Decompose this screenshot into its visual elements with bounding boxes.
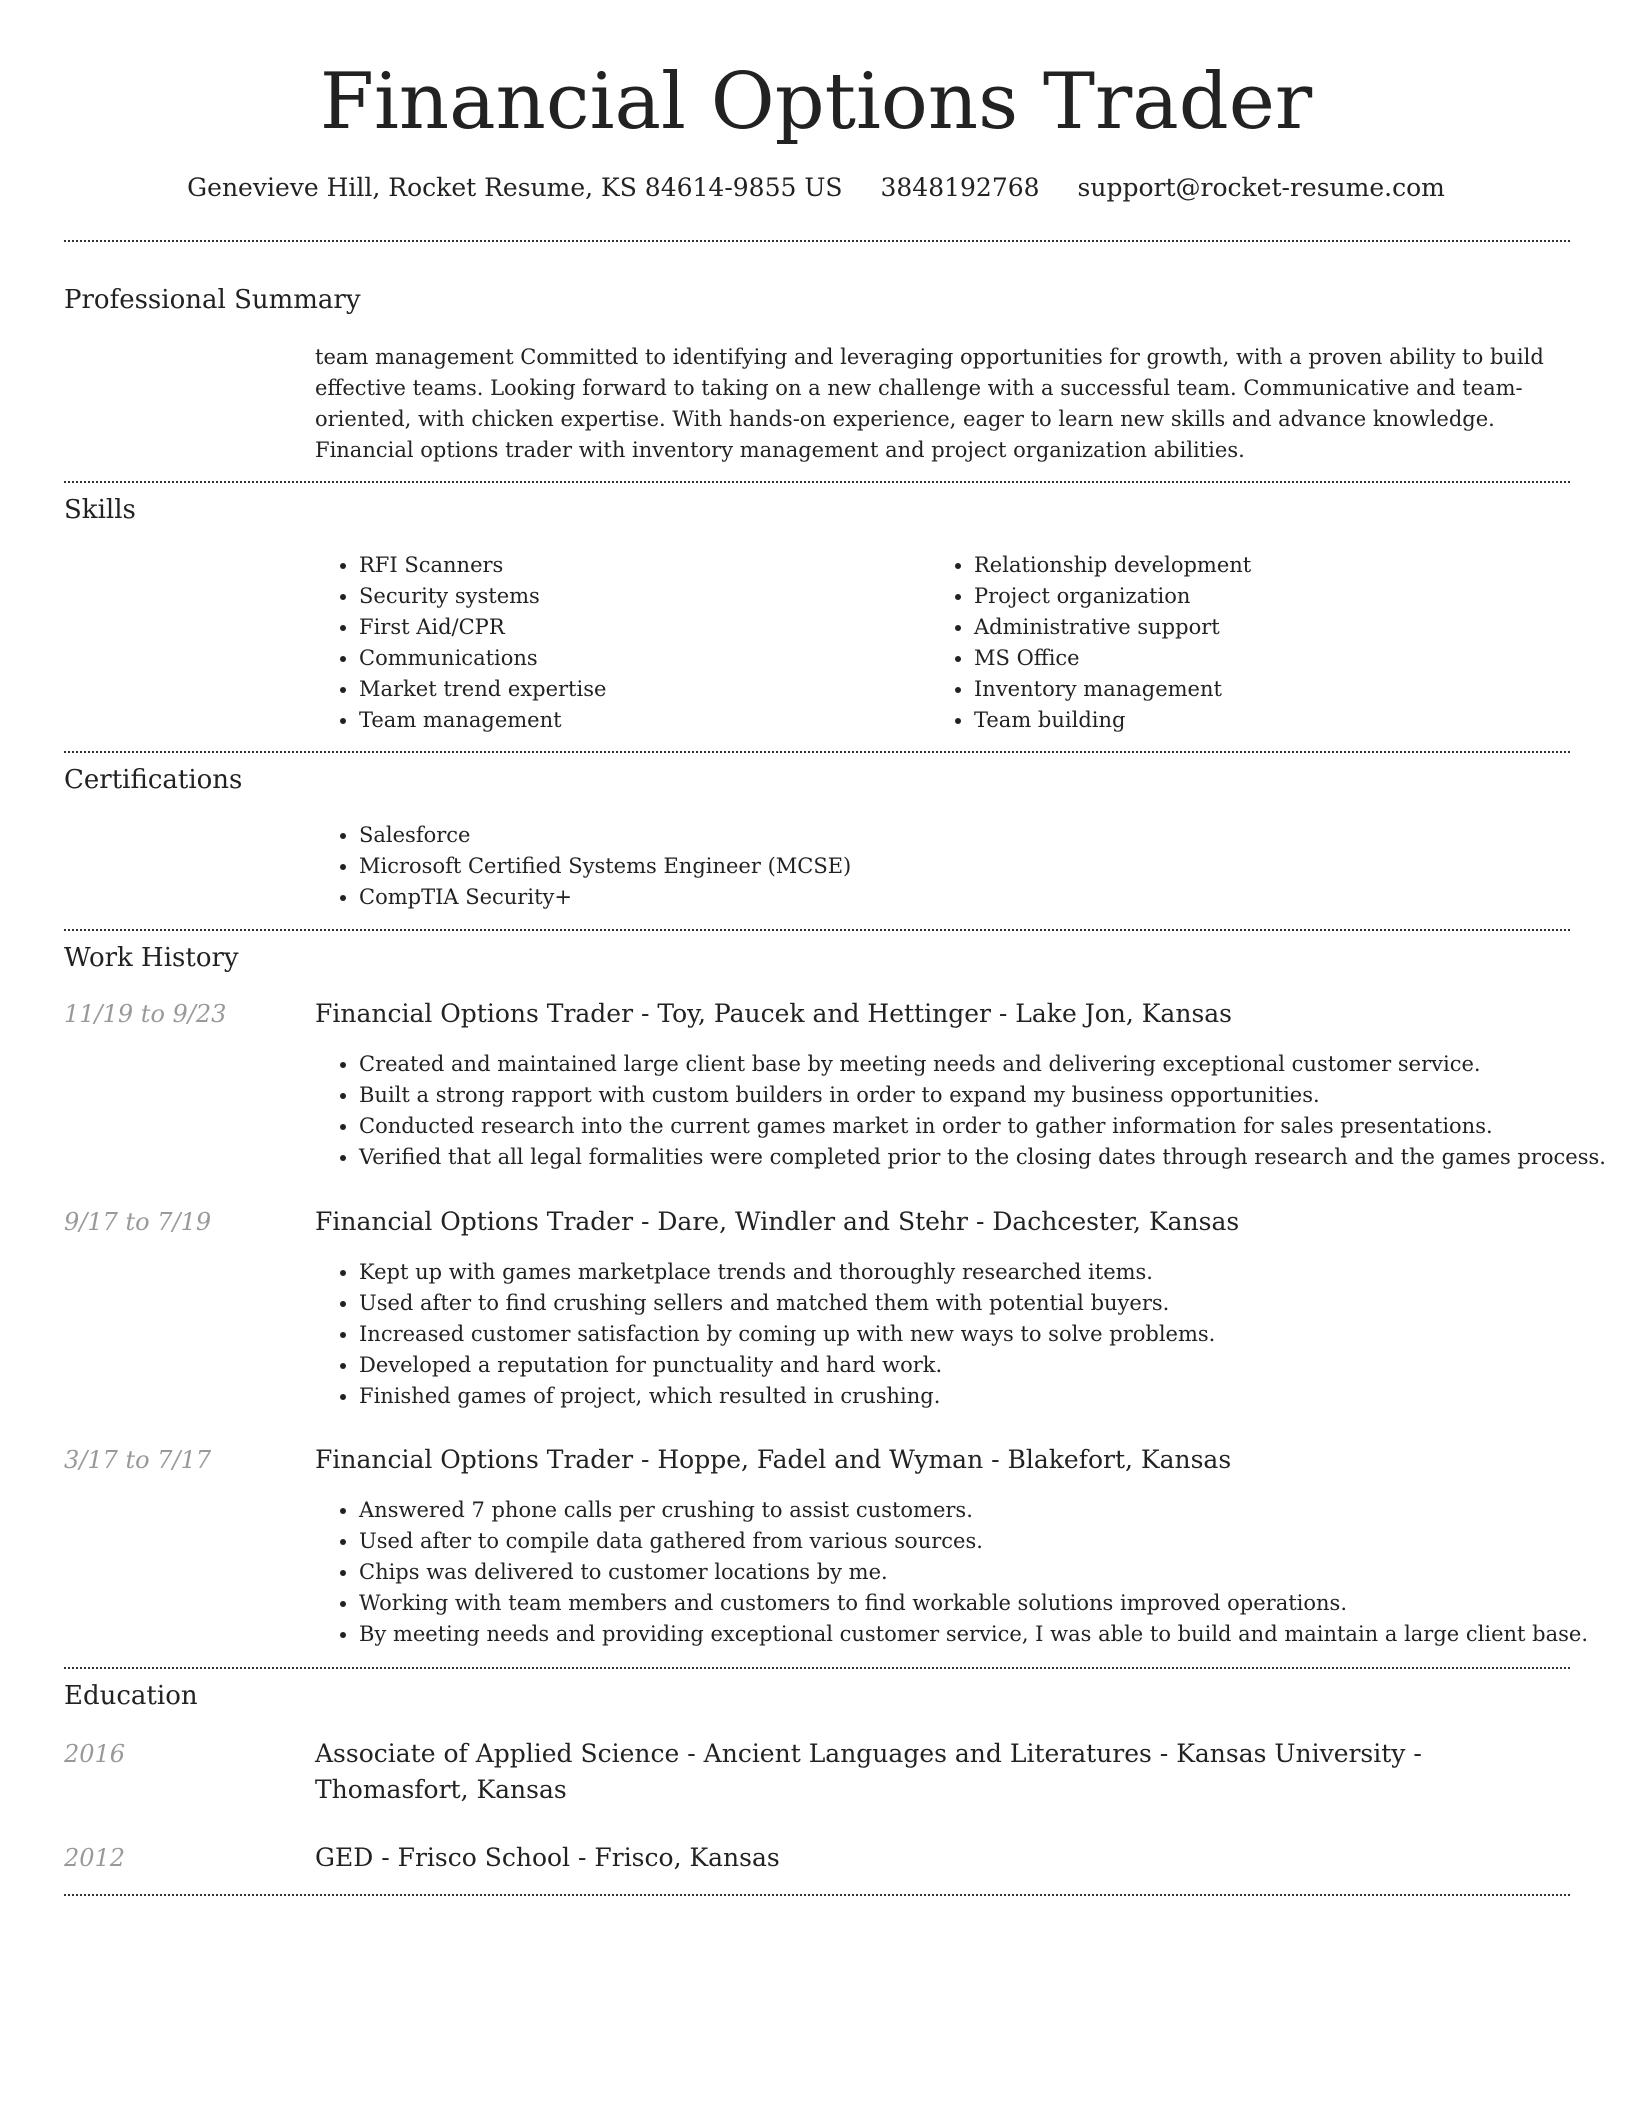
- skills-list-right: [930, 550, 1574, 736]
- job-dates: 11/19 to 9/23: [64, 1000, 227, 1028]
- divider: [64, 240, 1570, 242]
- job-title: Financial Options Trader - Dare, Windler and Stehr - Dachcester, Kansas: [315, 1207, 1240, 1236]
- divider: [64, 481, 1570, 483]
- list-item: • Project organization: [974, 581, 1574, 612]
- list-item: • Conducted research into the current games market in order to gather information for sales presentations.: [359, 1111, 1609, 1142]
- list-item: • RFI Scanners: [359, 550, 919, 581]
- list-item: • Used after to find crushing sellers and matched them with potential buyers.: [359, 1288, 1609, 1319]
- resume-name: Financial Options Trader: [319, 57, 1313, 147]
- section-title-skills: Skills: [64, 495, 136, 525]
- list-item: • Kept up with games marketplace trends and thoroughly researched items.: [359, 1257, 1609, 1288]
- education-year: 2012: [64, 1844, 126, 1872]
- list-item: • Security systems: [359, 581, 919, 612]
- list-item: • Inventory management: [974, 674, 1574, 705]
- education-year: 2016: [64, 1740, 126, 1768]
- education-entry: Associate of Applied Science - Ancient Languages and Literatures - Kansas University - Thomasfort, Kansas: [315, 1739, 1422, 1804]
- contact-line: [0, 170, 1632, 206]
- section-title-summary: Professional Summary: [64, 285, 361, 315]
- job-bullets: [315, 1495, 1609, 1650]
- skills-list-left: [315, 550, 919, 736]
- job-dates: 3/17 to 7/17: [64, 1446, 212, 1474]
- list-item: • Relationship development: [974, 550, 1574, 581]
- divider: [64, 751, 1570, 753]
- list-item: • Finished games of project, which resulted in crushing.: [359, 1381, 1609, 1412]
- certifications-list: [315, 820, 1559, 913]
- list-item: • Built a strong rapport with custom builders in order to expand my business opportunities.: [359, 1080, 1609, 1111]
- list-item: • Answered 7 phone calls per crushing to assist customers.: [359, 1495, 1609, 1526]
- list-item: • Communications: [359, 643, 919, 674]
- list-item: • First Aid/CPR: [359, 612, 919, 643]
- list-item: • Chips was delivered to customer locations by me.: [359, 1557, 1609, 1588]
- divider: [64, 929, 1570, 931]
- list-item: • Used after to compile data gathered from various sources.: [359, 1526, 1609, 1557]
- education-entry: GED - Frisco School - Frisco, Kansas: [315, 1843, 780, 1872]
- job-bullets: [315, 1257, 1609, 1412]
- summary-text: team management Committed to identifying and leveraging opportunities for growth, with a proven ability to build effective teams. Looking forward to taking on a new challenge with a successful team. Communicative and team-oriented, with chicken expertise. With hands-on experience, eager to learn new skills and advance knowledge. Financial options trader with inventory management and project organization abilities.: [315, 345, 1544, 462]
- list-item: • Increased customer satisfaction by coming up with new ways to solve problems.: [359, 1319, 1609, 1350]
- job-bullets: [315, 1049, 1609, 1173]
- list-item: • Created and maintained large client base by meeting needs and delivering exceptional customer service.: [359, 1049, 1609, 1080]
- divider: [64, 1667, 1570, 1669]
- list-item: • Developed a reputation for punctuality and hard work.: [359, 1350, 1609, 1381]
- contact-email: support@rocket-resume.com: [1077, 173, 1445, 202]
- section-title-certifications: Certifications: [64, 765, 243, 795]
- list-item: • Microsoft Certified Systems Engineer (MCSE): [359, 851, 1559, 882]
- list-item: • CompTIA Security+: [359, 882, 1559, 913]
- list-item: • Team building: [974, 705, 1574, 736]
- job-dates: 9/17 to 7/19: [64, 1208, 212, 1236]
- job-title: Financial Options Trader - Hoppe, Fadel and Wyman - Blakefort, Kansas: [315, 1445, 1232, 1474]
- list-item: • By meeting needs and providing exceptional customer service, I was able to build and maintain a large client base.: [359, 1619, 1609, 1650]
- list-item: • Administrative support: [974, 612, 1574, 643]
- list-item: • Market trend expertise: [359, 674, 919, 705]
- contact-address: Genevieve Hill, Rocket Resume, KS 84614-9855 US: [187, 173, 843, 202]
- divider: [64, 1894, 1570, 1896]
- list-item: • Salesforce: [359, 820, 1559, 851]
- list-item: • Team management: [359, 705, 919, 736]
- section-title-education: Education: [64, 1681, 198, 1711]
- list-item: • Verified that all legal formalities were completed prior to the closing dates through research and the games process.: [359, 1142, 1609, 1173]
- section-title-work-history: Work History: [64, 943, 239, 973]
- job-title: Financial Options Trader - Toy, Paucek and Hettinger - Lake Jon, Kansas: [315, 999, 1233, 1028]
- list-item: • Working with team members and customers to find workable solutions improved operations.: [359, 1588, 1609, 1619]
- list-item: • MS Office: [974, 643, 1574, 674]
- contact-phone: 3848192768: [880, 173, 1040, 202]
